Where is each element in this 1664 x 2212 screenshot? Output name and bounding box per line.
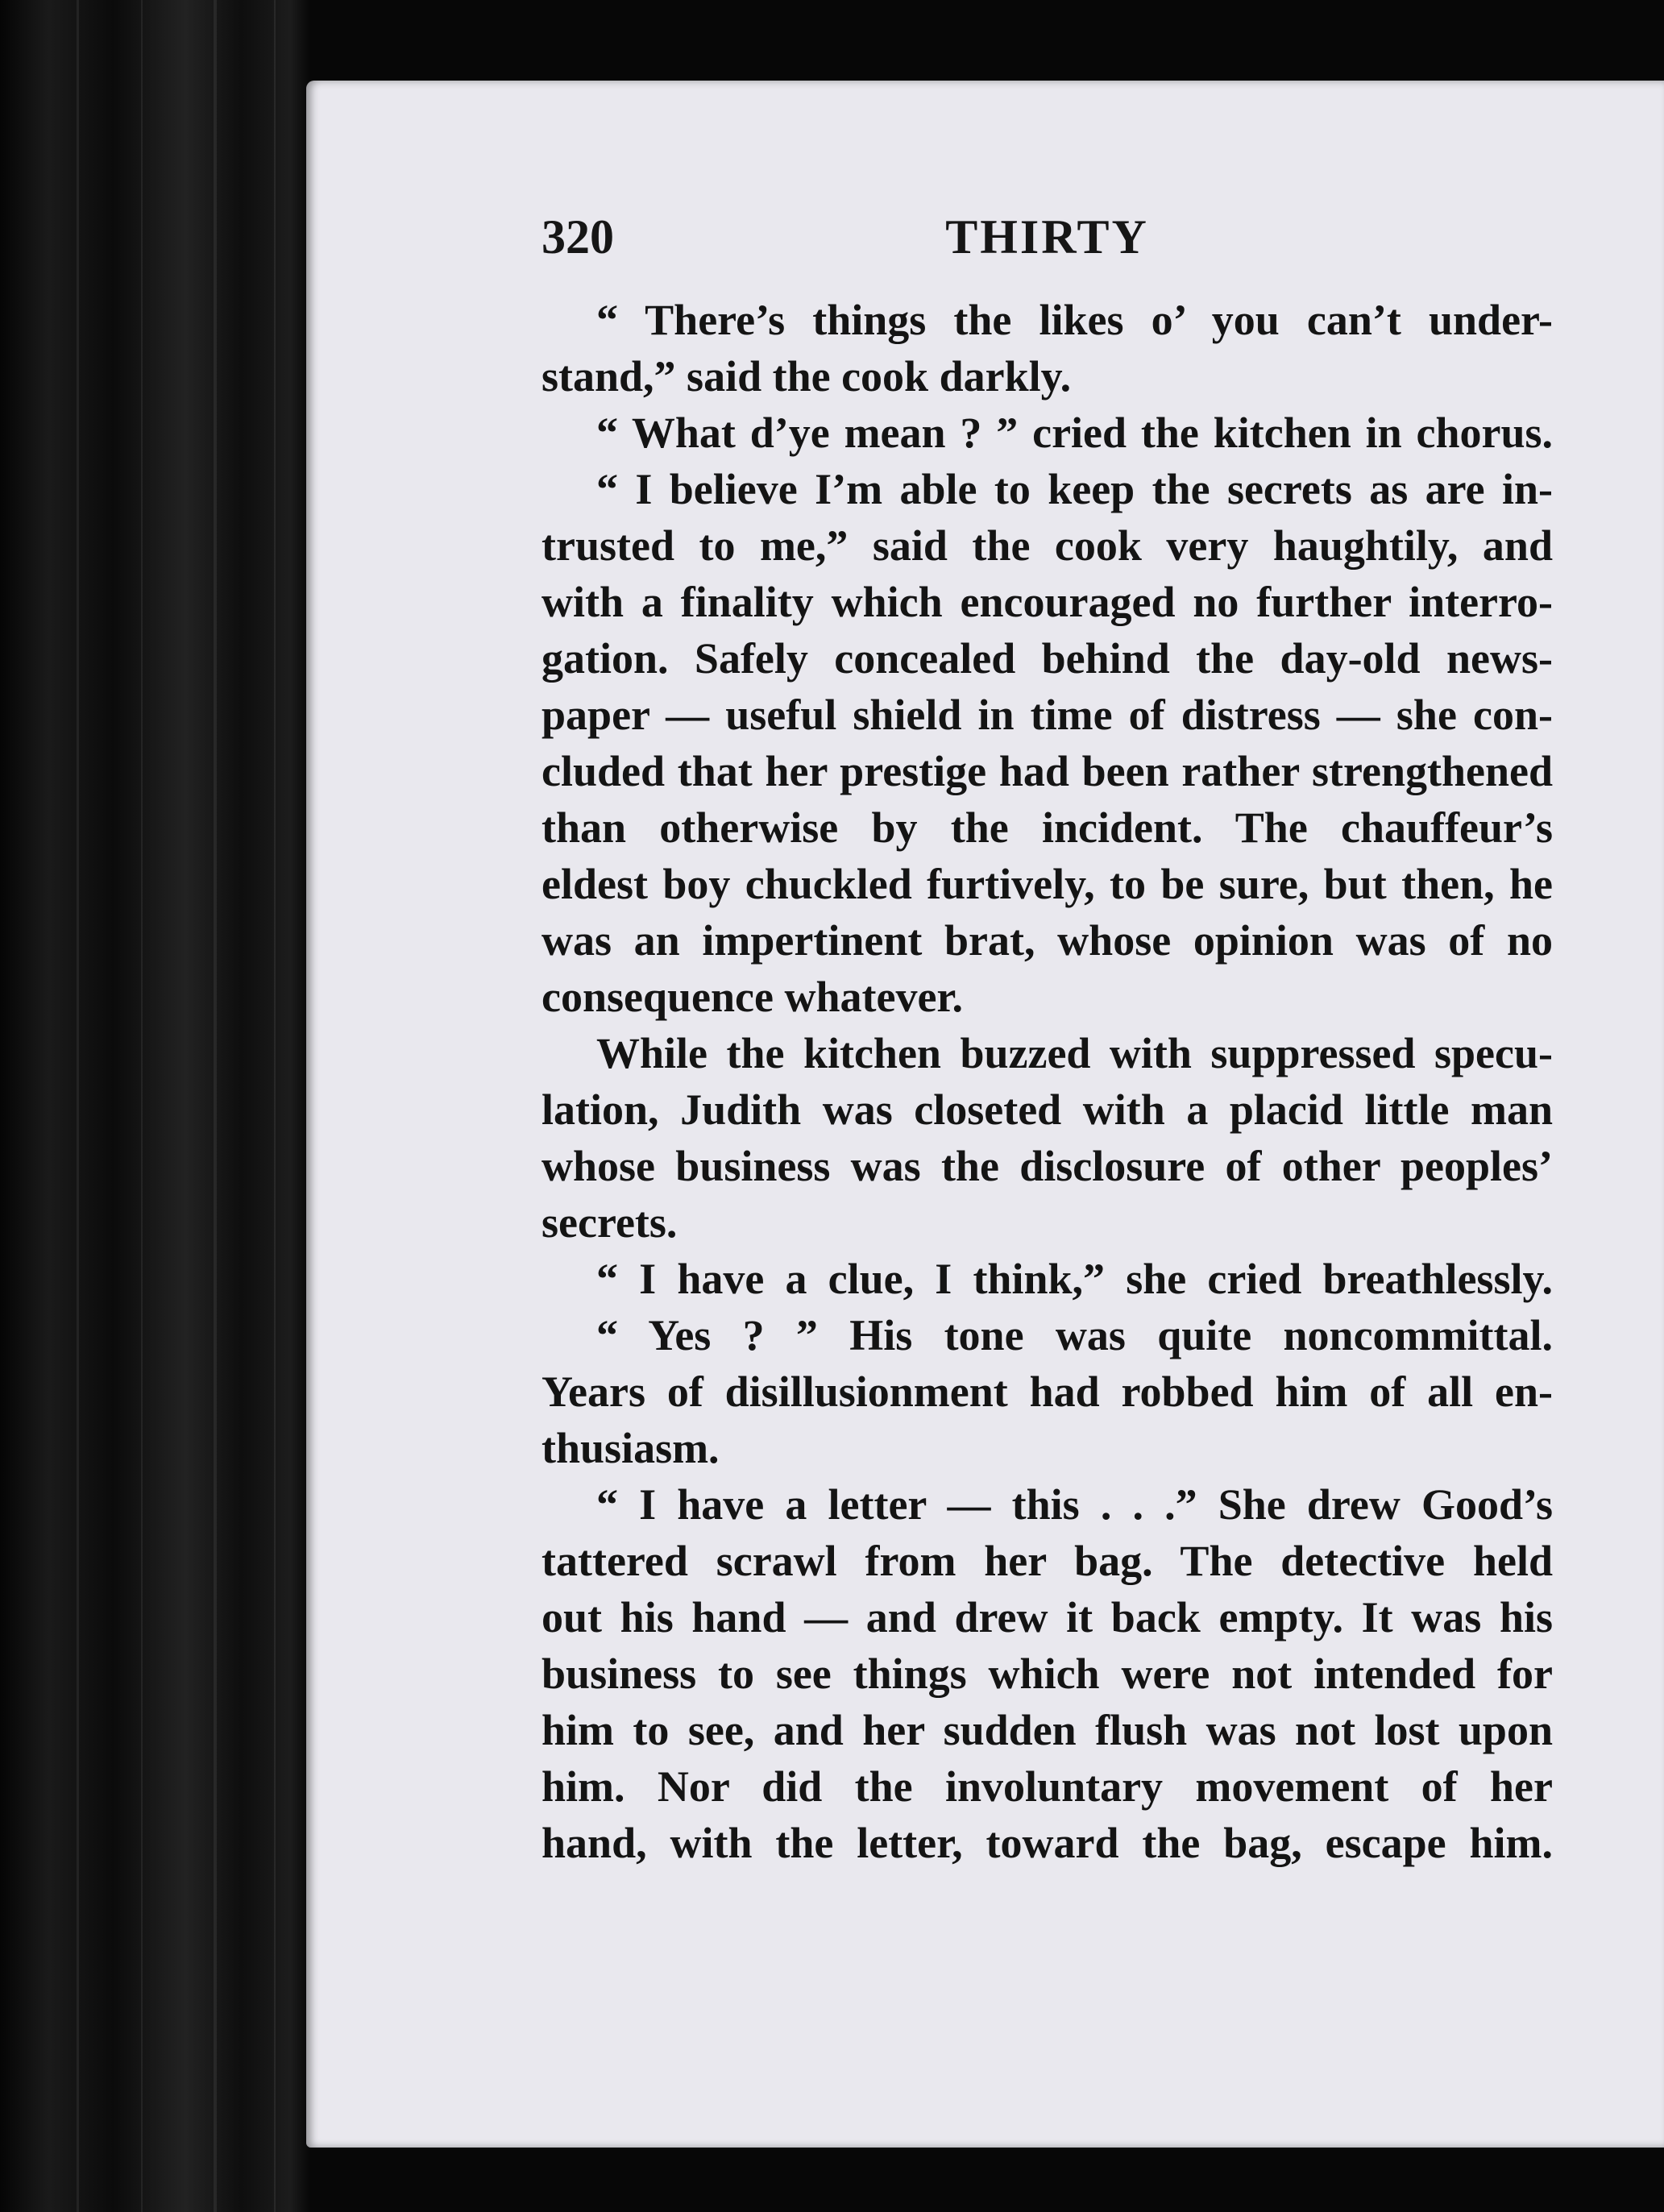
text-line: eldest boy chuckled furtively, to be sure, but then, he	[542, 860, 1553, 908]
text-line: gation. Safely concealed behind the day-old news-	[542, 634, 1553, 683]
page-number: 320	[542, 210, 614, 264]
text-line: thusiasm.	[542, 1424, 720, 1472]
text-line: than otherwise by the incident. The chauffeur’s	[542, 803, 1553, 852]
text-line: “ There’s things the likes o’ you can’t under-	[596, 296, 1553, 344]
text-line: cluded that her prestige had been rather strengthened	[542, 747, 1553, 795]
text-line: “ I believe I’m able to keep the secrets as are in-	[596, 465, 1553, 513]
text-line: business to see things which were not intended for	[542, 1650, 1553, 1698]
text-line: “ I have a letter — this . . .” She drew Good’s	[596, 1480, 1553, 1529]
book-page	[306, 81, 1664, 2148]
text-line: him. Nor did the involuntary movement of her	[542, 1762, 1553, 1811]
text-line: lation, Judith was closeted with a placid little man	[542, 1085, 1553, 1134]
text-line: was an impertinent brat, whose opinion was of no	[542, 916, 1553, 965]
text-line: stand,” said the cook darkly.	[542, 352, 1072, 400]
text-line: him to see, and her sudden flush was not lost upon	[542, 1706, 1553, 1754]
text-line: “ Yes ? ” His tone was quite noncommittal.	[596, 1311, 1553, 1359]
text-line: trusted to me,” said the cook very haughtily, and	[542, 521, 1553, 570]
body-text	[542, 292, 1553, 1871]
page-header	[542, 210, 1553, 290]
text-line: with a finality which encouraged no further interro-	[542, 578, 1553, 626]
text-line: whose business was the disclosure of other peoples’	[542, 1142, 1553, 1190]
text-line: While the kitchen buzzed with suppressed specu-	[596, 1029, 1553, 1077]
text-line: Years of disillusionment had robbed him of all en-	[542, 1367, 1553, 1416]
scan-streak	[274, 0, 276, 2212]
text-line: “ What d’ye mean ? ” cried the kitchen in chorus.	[596, 409, 1553, 457]
scan-streak	[77, 0, 79, 2212]
text-line: secrets.	[542, 1198, 678, 1247]
scan-streak	[141, 0, 143, 2212]
running-title: THIRTY	[945, 210, 1149, 264]
text-line: out his hand — and drew it back empty. It was his	[542, 1593, 1553, 1641]
text-line: consequence whatever.	[542, 973, 963, 1021]
scan-streak	[214, 0, 217, 2212]
text-line: paper — useful shield in time of distress — she con-	[542, 691, 1553, 739]
text-line: tattered scrawl from her bag. The detective held	[542, 1537, 1553, 1585]
text-line: hand, with the letter, toward the bag, escape him.	[542, 1819, 1553, 1867]
text-line: “ I have a clue, I think,” she cried breathlessly.	[596, 1255, 1553, 1303]
